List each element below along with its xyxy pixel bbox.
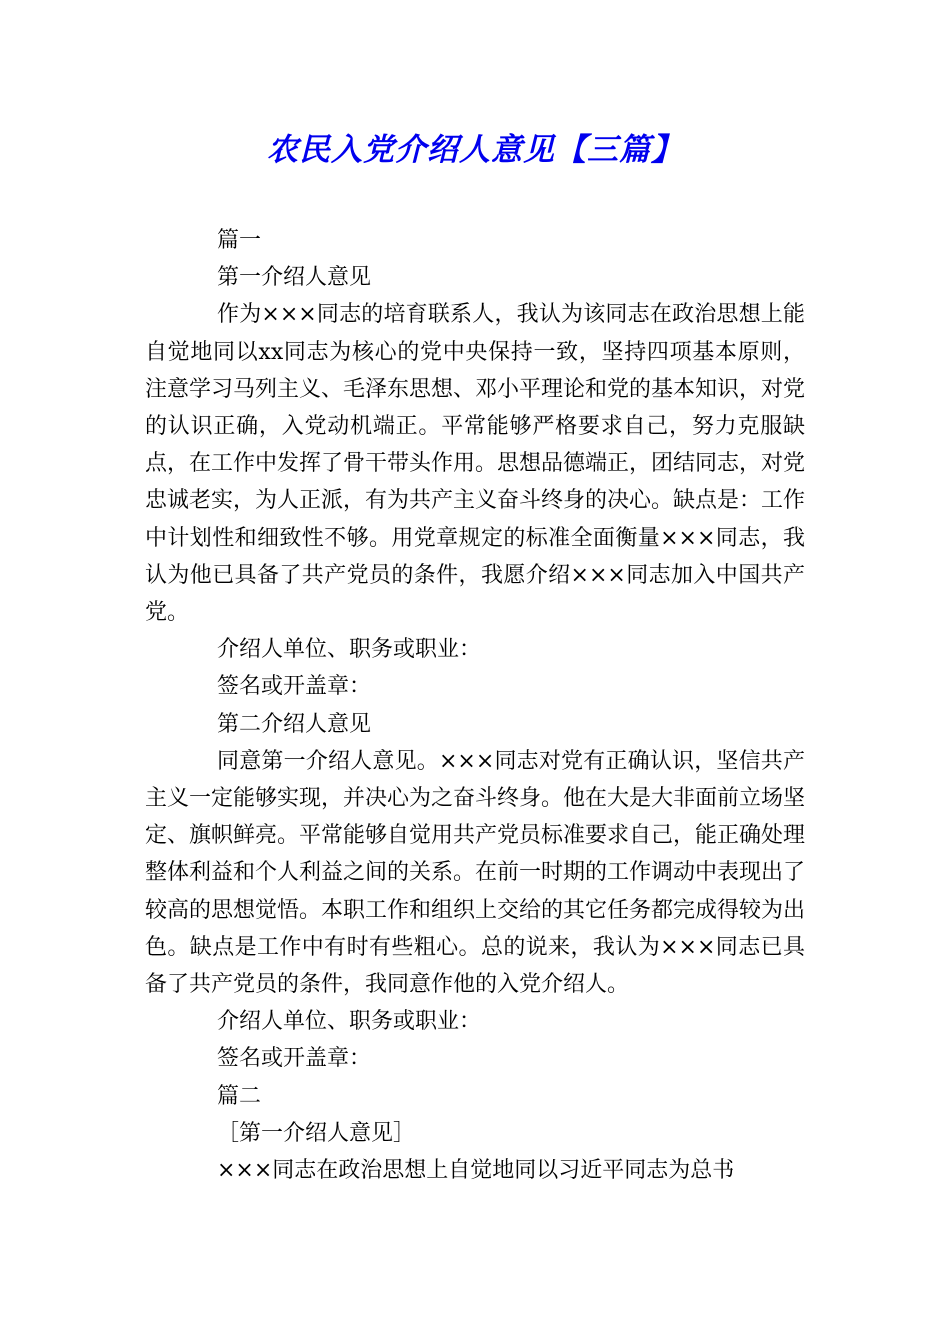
- second-referrer-opinion-paragraph: 同意第一介绍人意见。×××同志对党有正确认识，坚信共产主义一定能够实现，并决心为之奋斗终身。他在大是大非面前立场坚定、旗帜鲜亮。平常能够自觉用共产党员标准要求自己，能正确处理整体利益和个人利益之间的关系。在前一时期的工作调动中表现出了较高的思想觉悟。本职工作和组织上交给的其它任务都完成得较为出色。缺点是工作中有时有些粗心。总的说来，我认为×××同志已具备了共产党员的条件，我同意作他的入党介绍人。: [145, 748, 806, 998]
- section-heading-1: 篇一: [217, 228, 262, 253]
- subsection-heading-first-referrer: 第一介绍人意见: [217, 265, 372, 291]
- subsection-heading-second-referrer: 第二介绍人意见: [217, 711, 372, 737]
- document-title: 农民入党介绍人意见【三篇】: [267, 132, 683, 168]
- first-referrer-opinion-paragraph: 作为×××同志的培育联系人，我认为该同志在政治思想上能自觉地同以xx同志为核心的党中央保持一致，坚持四项基本原则，注意学习马列主义、毛泽东思想、邓小平理论和党的基本知识，对党的认识正确，入党动机端正。平常能够严格要求自己，努力克服缺点，在工作中发挥了骨干带头作用。思想品德端正，团结同志，对党忠诚老实，为人正派，有为共产主义奋斗终身的决心。缺点是：工作中计划性和细致性不够。用党章规定的标准全面衡量×××同志，我认为他已具备了共产党员的条件，我愿介绍×××同志加入中国共产党。: [145, 302, 806, 626]
- referrer-unit-label: 介绍人单位、职务或职业：: [217, 1009, 482, 1035]
- subsection-heading-first-referrer-bracketed: ［第一介绍人意见］: [217, 1120, 416, 1146]
- signature-label: 签名或开盖章：: [217, 1046, 372, 1072]
- document-body: [145, 222, 805, 1189]
- referrer-unit-label: 介绍人单位、职务或职业：: [217, 637, 482, 663]
- signature-label: 签名或开盖章：: [217, 674, 372, 700]
- body-paragraph-truncated: ×××同志在政治思想上自觉地同以习近平同志为总书: [217, 1158, 735, 1184]
- section-heading-2: 篇二: [217, 1083, 262, 1109]
